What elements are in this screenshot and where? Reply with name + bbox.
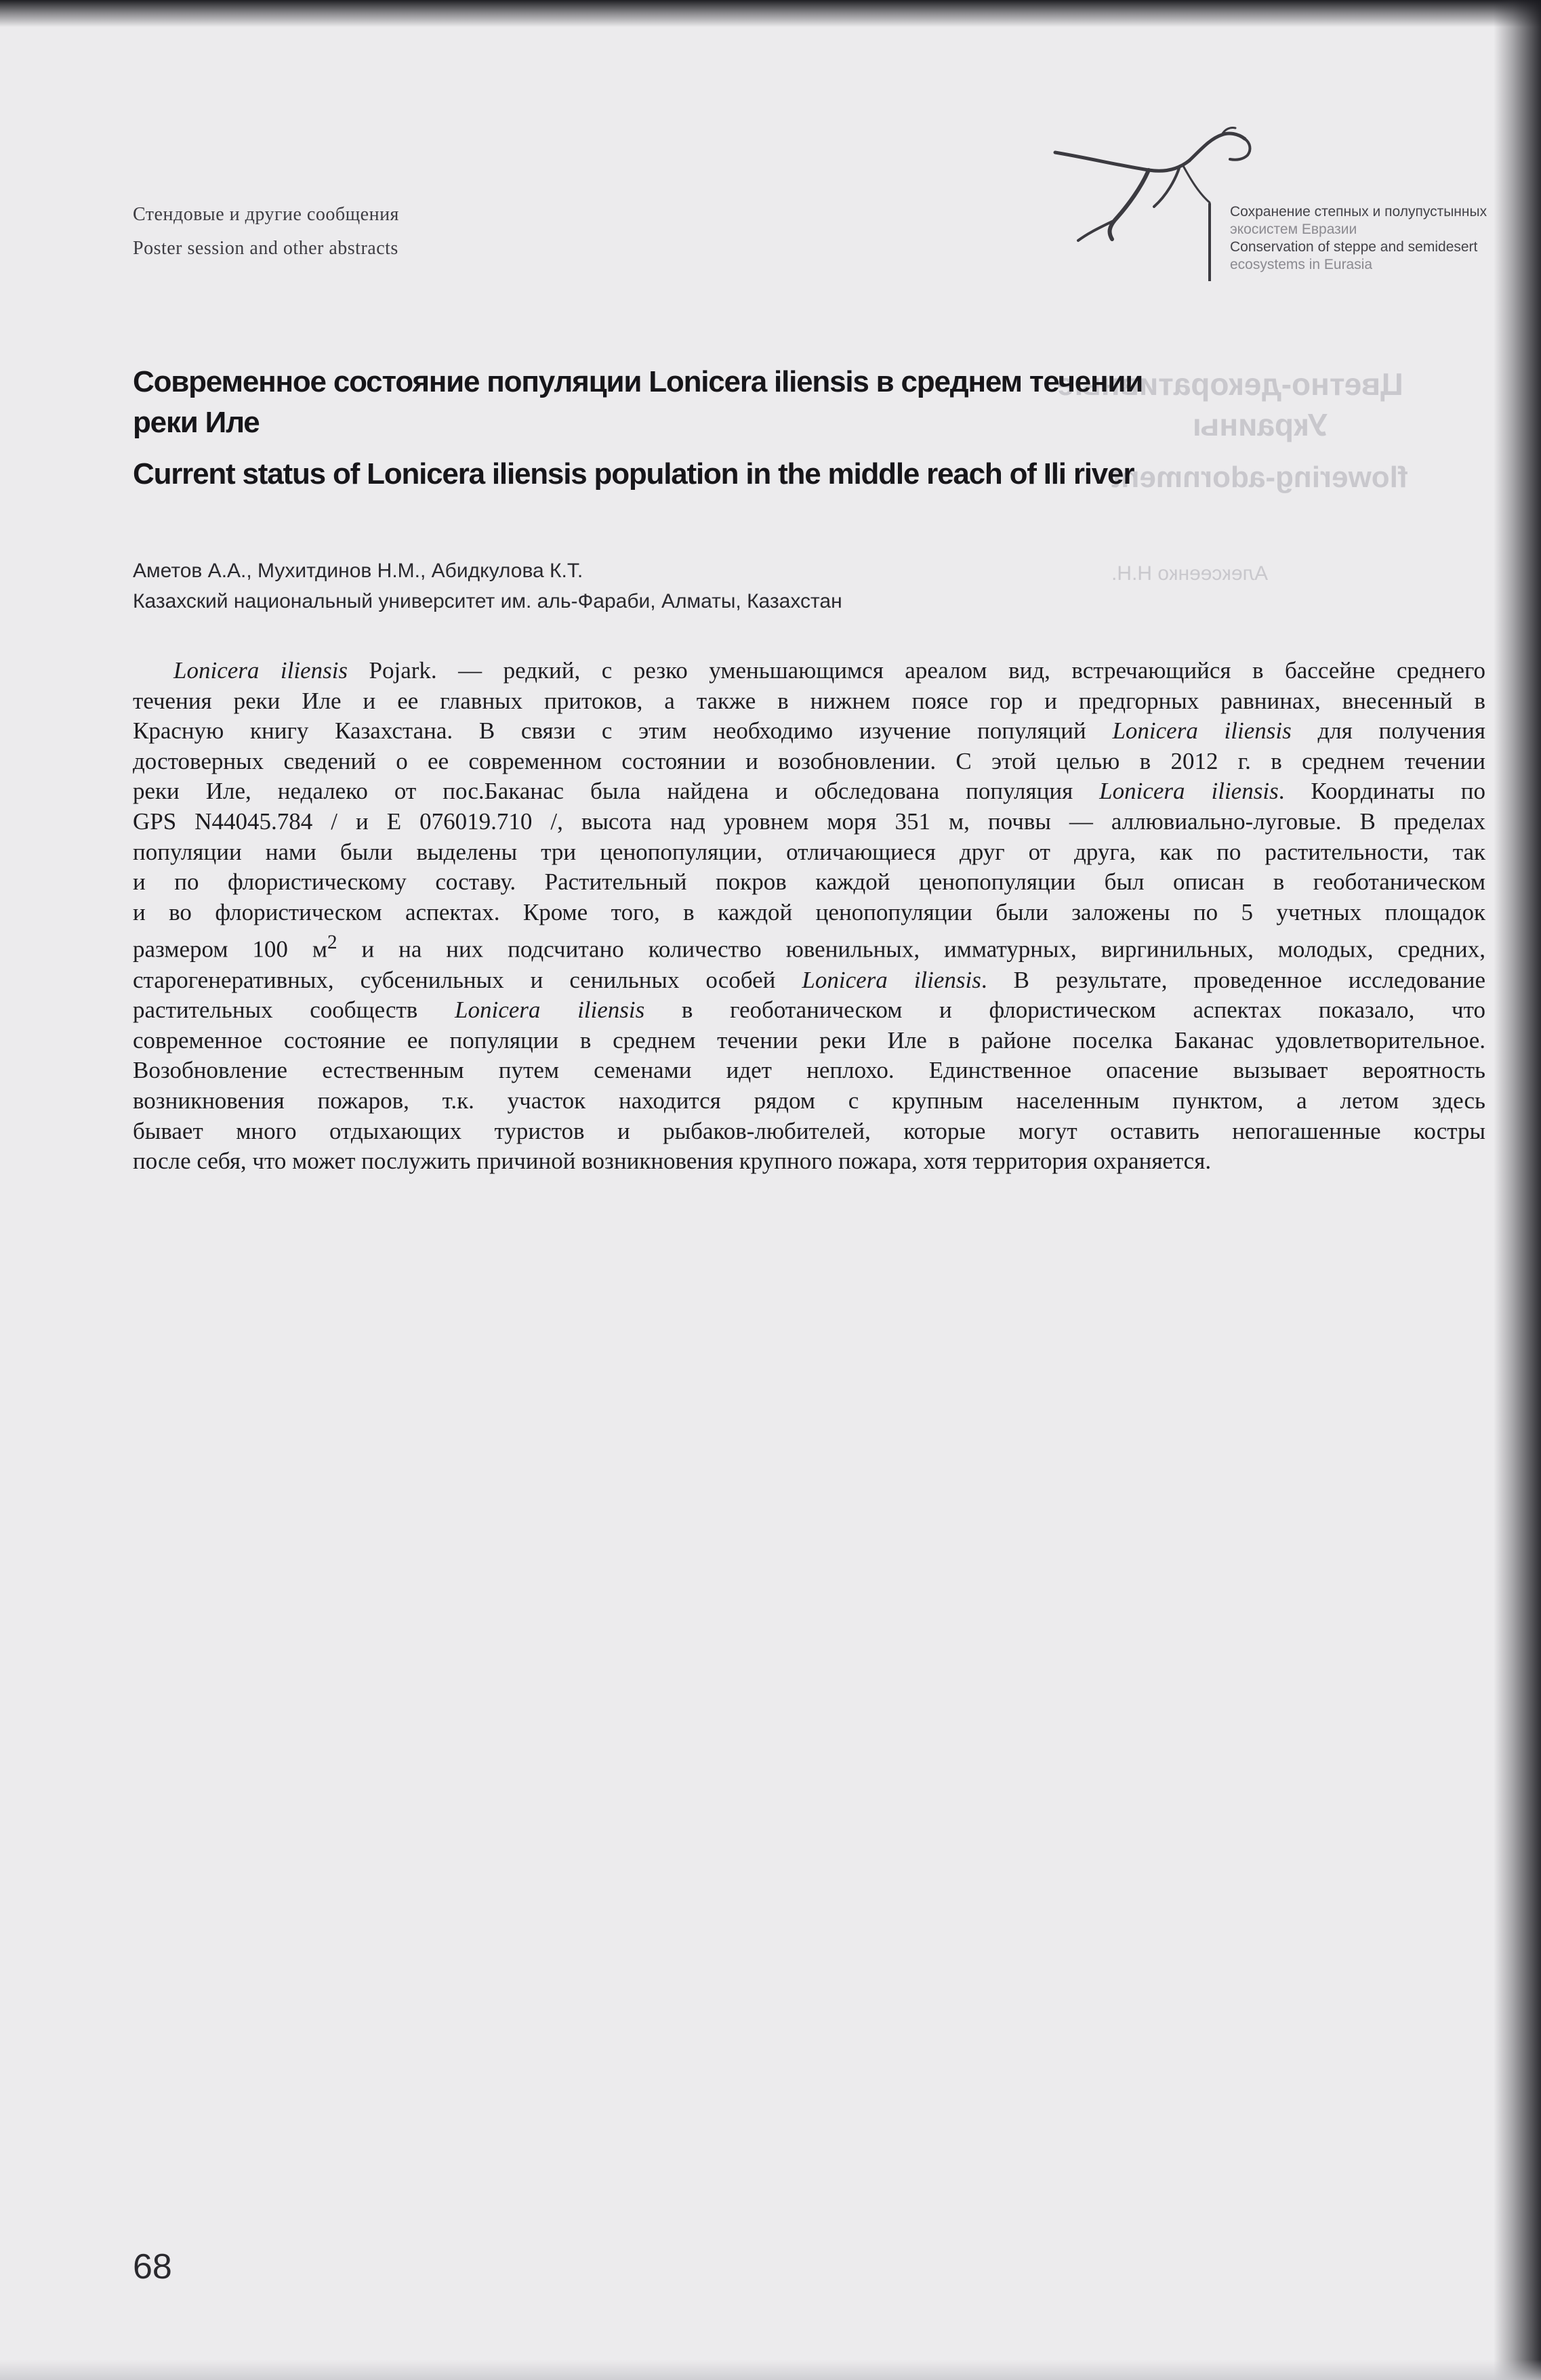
body-line: достоверных сведений о ее современном состоянии и возобновлении. С этой целью в 2012 г. в среднем течении [133, 747, 1485, 774]
article-title-en: Current status of Lonicera iliensis population in the middle reach of Ili river [133, 457, 1134, 490]
bleed-through-ghost-3: flowering-adornment [1111, 461, 1408, 494]
body-line: популяции нами были выделены три ценопопуляции, отличающиеся друг от друга, как по растительности, так [133, 838, 1485, 865]
body-line: и по флористическому составу. Растительный покров каждой ценопопуляции был описан в геоботаническом [133, 869, 1485, 896]
conference-title-en: Conservation of steppe and semidesert [1230, 239, 1478, 255]
article-title-ru-line2: реки Иле [133, 406, 260, 439]
abstract-body [133, 656, 1485, 1177]
body-line: Lonicera iliensis Pojark. — редкий, с резко уменьшающимся ареалом вид, встречающийся в бассейне среднего [173, 657, 1485, 684]
body-line: после себя, что может послужить причиной возникновения крупного пожара, хотя территория охраняется. [133, 1148, 1212, 1175]
body-line: современное состояние ее популяции в среднем течении реки Иле в районе поселка Баканас удовлетворительное. [133, 1026, 1485, 1053]
authors-block [133, 556, 842, 617]
scan-bottom-edge [0, 2360, 1541, 2380]
body-line: растительных сообществ Lonicera iliensis в геоботаническом и флористическом аспектах показало, что [133, 997, 1485, 1024]
species-name: Lonicera iliensis [802, 966, 981, 993]
species-name: Lonicera iliensis [1112, 717, 1292, 745]
conference-title-ru: Сохранение степных и полупустынных [1230, 204, 1487, 220]
body-line: течения реки Иле и ее главных притоков, а также в нижнем поясе гор и предгорных равнинах, внесенный в [133, 687, 1485, 714]
body-line: размером 100 $м^2$ и на них подсчитано количество ювенильных, имматурных, виргинильных, молодых, средних, [133, 932, 1485, 963]
superscript: 2 [327, 932, 337, 954]
bleed-through-ghost-2: Украины [1193, 407, 1328, 442]
conference-subtitle-ru: экосистем Евразии [1230, 222, 1357, 237]
conference-subtitle-en: ecosystems in Eurasia [1230, 257, 1373, 272]
species-name: Lonicera iliensis [455, 997, 645, 1024]
author-affiliation: Казахский национальный университет им. аль-Фараби, Алматы, Казахстан [133, 590, 842, 612]
running-header-right [1230, 203, 1487, 274]
running-header-ru: Стендовые и другие сообщения [133, 204, 399, 225]
body-line: старогенеративных, субсенильных и сенильных особей Lonicera iliensis. В результате, проведенное исследование [133, 966, 1485, 993]
article-title-ru [133, 362, 1217, 443]
species-name: Lonicera iliensis [173, 657, 348, 684]
body-line: возникновения пожаров, т.к. участок находится рядом с крупным населенным пунктом, а летом здесь [133, 1087, 1485, 1114]
body-line: бывает много отдыхающих туристов и рыбаков-любителей, которые могут оставить непогашенные костры [133, 1117, 1485, 1144]
body-line: GPS N44045.784 / и E 076019.710 /, высота над уровнем моря 351 м, почвы — аллювиально-луговые. В пределах [133, 808, 1485, 835]
body-line: Красную книгу Казахстана. В связи с этим необходимо изучение популяций Lonicera iliensis для получения [133, 717, 1485, 745]
article-title-ru-line1: Современное состояние популяции Lonicera iliensis в среднем течении [133, 365, 1143, 398]
scan-binding-shadow [1494, 0, 1541, 2380]
body-line: реки Иле, недалеко от пос.Баканас была найдена и обследована популяция Lonicera iliensis. Координаты по [133, 778, 1485, 805]
running-header-en: Poster session and other abstracts [133, 238, 398, 259]
page-number: 68 [133, 2247, 172, 2287]
scan-top-edge [0, 0, 1541, 27]
author-names: Аметов А.А., Мухитдинов Н.М., Абидкулова К.Т. [133, 560, 583, 582]
bleed-through-ghost-4: Алексеенко Н.Н. [1111, 562, 1269, 585]
running-header-left [133, 198, 399, 266]
body-line: Возобновление естественным путем семенами идет неплохо. Единственное опасение вызывает вероятность [133, 1057, 1485, 1084]
bleed-through-ghost-1: Цветно-декоративные [1057, 367, 1403, 402]
body-line: и во флористическом аспектах. Кроме того, в каждой ценопопуляции были заложены по 5 учетных площадок [133, 898, 1485, 925]
species-name: Lonicera iliensis [1099, 778, 1279, 805]
